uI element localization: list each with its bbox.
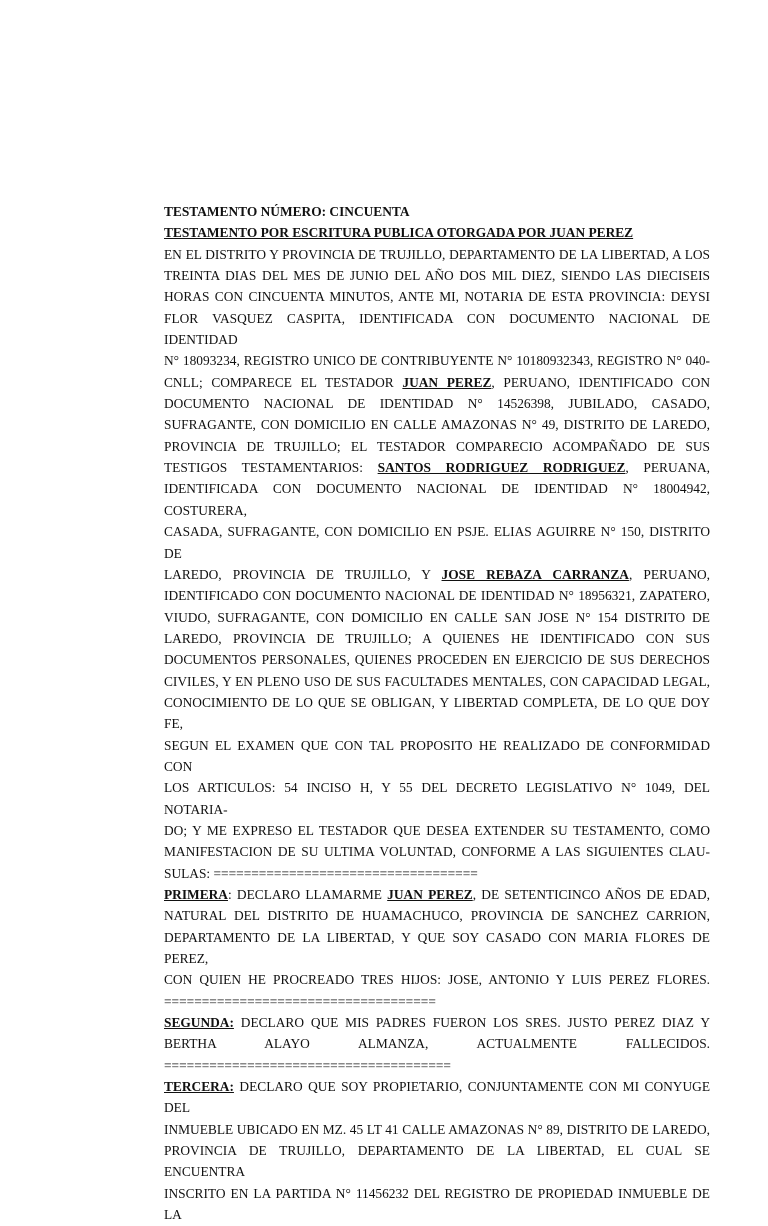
document-subtitle: TESTAMENTO POR ESCRITURA PUBLICA OTORGADA POR JUAN PEREZ: [164, 225, 634, 241]
clause-text: DECLARO QUE SOY PROPIETARIO, CONJUNTAMENTE CON MI CONYUGE DEL: [164, 1079, 710, 1116]
intro-text: TESTIGOS TESTAMENTARIOS:: [164, 460, 378, 476]
intro-line: FLOR VASQUEZ CASPITA, IDENTIFICADA CON DOCUMENTO NACIONAL DE IDENTIDAD: [164, 310, 710, 348]
intro-line: PROVINCIA DE TRUJILLO; EL TESTADOR COMPARECIO ACOMPAÑADO DE SUS: [164, 438, 710, 454]
document-body: [164, 201, 710, 1226]
clause-label: SEGUNDA:: [164, 1015, 234, 1031]
intro-line: N° 18093234, REGISTRO UNICO DE CONTRIBUYENTE N° 10180932343, REGISTRO N° 040-: [164, 353, 710, 369]
intro-line: DO; Y ME EXPRESO EL TESTADOR QUE DESEA EXTENDER SU TESTAMENTO, COMO: [164, 822, 710, 838]
intro-line: LAREDO, PROVINCIA DE TRUJILLO; A QUIENES HE IDENTIFICADO CON SUS: [164, 630, 710, 646]
clause-label: TERCERA:: [164, 1079, 234, 1095]
intro-line: IDENTIFICADO CON DOCUMENTO NACIONAL DE IDENTIDAD N° 18956321, ZAPATERO,: [164, 588, 710, 604]
clause-text: DECLARO QUE MIS PADRES FUERON LOS SRES. JUSTO PEREZ DIAZ Y: [233, 1015, 710, 1031]
intro-line: SUFRAGANTE, CON DOMICILIO EN CALLE AMAZONAS N° 49, DISTRITO DE LAREDO,: [164, 417, 710, 433]
intro-text: , PERUANO,: [628, 566, 711, 582]
intro-text: , PERUANO, IDENTIFICADO CON: [491, 374, 710, 390]
clause-tercera-line: INMUEBLE UBICADO EN MZ. 45 LT 41 CALLE AMAZONAS N° 89, DISTRITO DE LAREDO,: [164, 1121, 710, 1137]
intro-line: CASADA, SUFRAGANTE, CON DOMICILIO EN PSJE. ELIAS AGUIRRE N° 150, DISTRITO DE: [164, 524, 710, 561]
intro-line: HORAS CON CINCUENTA MINUTOS, ANTE MI, NOTARIA DE ESTA PROVINCIA: DEYSI: [164, 289, 710, 305]
witness-name: SANTOS RODRIGUEZ RODRIGUEZ: [377, 460, 626, 476]
intro-text: , PERUANA,: [625, 460, 710, 476]
clause-primera-line: CON QUIEN HE PROCREADO TRES HIJOS: JOSE, ANTONIO Y LUIS PEREZ FLORES.: [164, 972, 710, 988]
intro-line: CONOCIMIENTO DE LO QUE SE OBLIGAN, Y LIBERTAD COMPLETA, DE LO QUE DOY FE,: [164, 694, 710, 732]
intro-line: MANIFESTACION DE SU ULTIMA VOLUNTAD, CONFORME A LAS SIGUIENTES CLAU-: [164, 844, 710, 860]
clause-primera-line: [164, 884, 710, 905]
clause-label: PRIMERA: [164, 887, 228, 902]
clause-primera-line: NATURAL DEL DISTRITO DE HUAMACHUCO, PROVINCIA DE SANCHEZ CARRION,: [164, 908, 710, 924]
witness-name: JOSE REBAZA CARRANZA: [441, 566, 629, 582]
intro-line: VIUDO, SUFRAGANTE, CON DOMICILIO EN CALLE SAN JOSE N° 154 DISTRITO DE: [164, 609, 710, 625]
intro-line: IDENTIFICADA CON DOCUMENTO NACIONAL DE IDENTIDAD N° 18004942, COSTURERA,: [164, 481, 710, 518]
clause-segunda-line: BERTHA ALAYO ALMANZA, ACTUALMENTE FALLECIDOS.: [164, 1036, 710, 1052]
intro-text: LAREDO, PROVINCIA DE TRUJILLO, Y: [164, 566, 442, 582]
intro-line: TREINTA DIAS DEL MES DE JUNIO DEL AÑO DOS MIL DIEZ, SIENDO LAS DIECISEIS: [164, 268, 710, 284]
document-title: TESTAMENTO NÚMERO: CINCUENTA: [164, 204, 410, 219]
clause-separator: ======================================: [164, 1057, 451, 1073]
clause-segunda-line: [164, 1012, 710, 1033]
intro-text: CNLL; COMPARECE EL TESTADOR: [164, 374, 403, 390]
intro-line: [164, 372, 710, 393]
intro-line: DOCUMENTOS PERSONALES, QUIENES PROCEDEN EN EJERCICIO DE SUS DERECHOS: [164, 652, 710, 668]
intro-line: SULAS: ===================================: [164, 865, 478, 881]
intro-line: LOS ARTICULOS: 54 INCISO H, Y 55 DEL DECRETO LEGISLATIVO N° 1049, DEL NOTARIA-: [164, 780, 710, 817]
clause-tercera-line: [164, 1076, 710, 1119]
intro-line: [164, 457, 710, 478]
testator-name: JUAN PEREZ: [387, 887, 473, 902]
clause-tercera-line: PROVINCIA DE TRUJILLO, DEPARTAMENTO DE LA LIBERTAD, EL CUAL SE ENCUENTRA: [164, 1143, 710, 1180]
testator-name: JUAN PEREZ: [402, 374, 492, 390]
clause-text: : DECLARO LLAMARME: [227, 887, 388, 902]
intro-line: DOCUMENTO NACIONAL DE IDENTIDAD N° 14526398, JUBILADO, CASADO,: [164, 396, 710, 412]
intro-line: [164, 564, 710, 585]
intro-line: CIVILES, Y EN PLENO USO DE SUS FACULTADES MENTALES, CON CAPACIDAD LEGAL,: [164, 673, 710, 689]
clause-text: , DE SETENTICINCO AÑOS DE EDAD,: [472, 887, 711, 902]
intro-line: EN EL DISTRITO Y PROVINCIA DE TRUJILLO, DEPARTAMENTO DE LA LIBERTAD, A LOS: [164, 246, 710, 262]
clause-separator: ====================================: [164, 993, 436, 1009]
intro-line: SEGUN EL EXAMEN QUE CON TAL PROPOSITO HE REALIZADO DE CONFORMIDAD CON: [164, 737, 710, 774]
clause-tercera-line: INSCRITO EN LA PARTIDA N° 11456232 DEL REGISTRO DE PROPIEDAD INMUEBLE DE LA: [164, 1185, 710, 1223]
clause-primera-line: DEPARTAMENTO DE LA LIBERTAD, Y QUE SOY CASADO CON MARIA FLORES DE PEREZ,: [164, 929, 710, 967]
